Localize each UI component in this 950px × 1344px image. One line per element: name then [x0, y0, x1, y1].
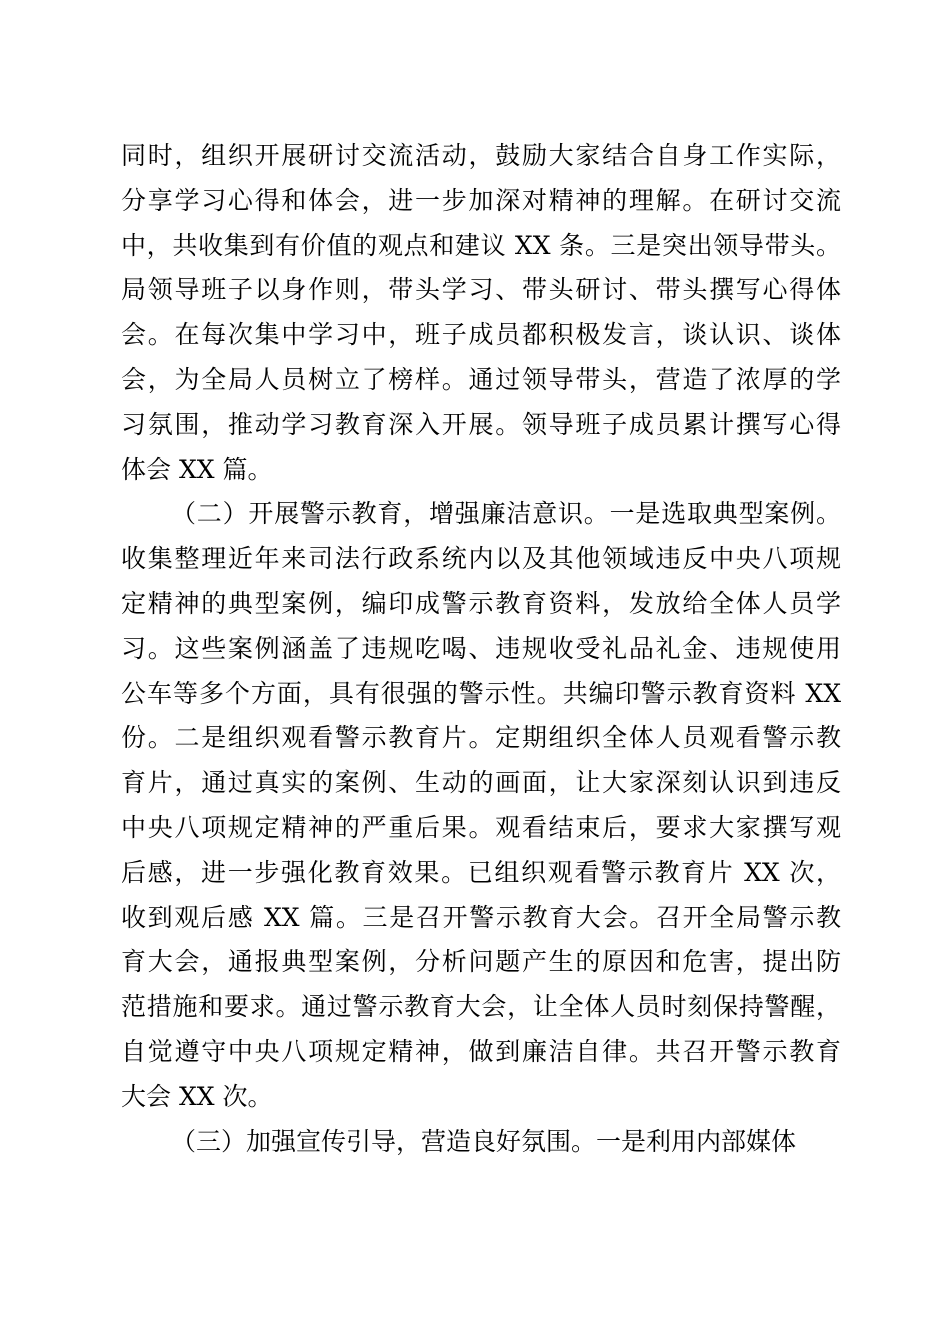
text-line: 习氛围，推动学习教育深入开展。领导班子成员累计撰写心得: [121, 409, 841, 439]
text-line: 份。二是组织观看警示教育片。定期组织全体人员观看警示教: [121, 723, 841, 753]
text-line: 体会 XX 篇。: [121, 454, 273, 484]
text-line: 公车等多个方面，具有很强的警示性。共编印警示教育资料 XX: [121, 678, 841, 708]
body-text: [121, 134, 841, 1164]
text-line: 范措施和要求。通过警示教育大会，让全体人员时刻保持警醒，: [121, 992, 841, 1022]
text-line: 会。在每次集中学习中，班子成员都积极发言，谈认识、谈体: [121, 320, 841, 350]
text-line: 局领导班子以身作则，带头学习、带头研讨、带头撰写心得体: [121, 275, 841, 305]
text-line: 收到观后感 XX 篇。三是召开警示教育大会。召开全局警示教: [121, 902, 841, 932]
text-line: 大会 XX 次。: [121, 1081, 273, 1111]
text-line: 育片，通过真实的案例、生动的画面，让大家深刻认识到违反: [121, 768, 841, 798]
text-line: 习。这些案例涵盖了违规吃喝、违规收受礼品礼金、违规使用: [121, 633, 841, 663]
section-heading-line: （二）开展警示教育，增强廉洁意识。一是选取典型案例。: [171, 499, 841, 529]
text-line: 同时，组织开展研讨交流活动，鼓励大家结合自身工作实际，: [121, 141, 841, 170]
text-line: 中央八项规定精神的严重后果。观看结束后，要求大家撰写观: [121, 812, 841, 842]
text-line: 后感，进一步强化教育效果。已组织观看警示教育片 XX 次，: [121, 857, 841, 887]
section-heading-line: （三）加强宣传引导，营造良好氛围。一是利用内部媒体: [171, 1126, 797, 1156]
text-line: 自觉遵守中央八项规定精神，做到廉洁自律。共召开警示教育: [121, 1036, 841, 1066]
text-line: 中，共收集到有价值的观点和建议 XX 条。三是突出领导带头。: [121, 230, 841, 260]
text-line: 会，为全局人员树立了榜样。通过领导带头，营造了浓厚的学: [121, 364, 841, 394]
text-line: 育大会，通报典型案例，分析问题产生的原因和危害，提出防: [121, 947, 841, 977]
text-line: 定精神的典型案例，编印成警示教育资料，发放给全体人员学: [121, 588, 841, 618]
text-line: 收集整理近年来司法行政系统内以及其他领域违反中央八项规: [121, 544, 841, 574]
text-line: 分享学习心得和体会，进一步加深对精神的理解。在研讨交流: [121, 185, 841, 215]
